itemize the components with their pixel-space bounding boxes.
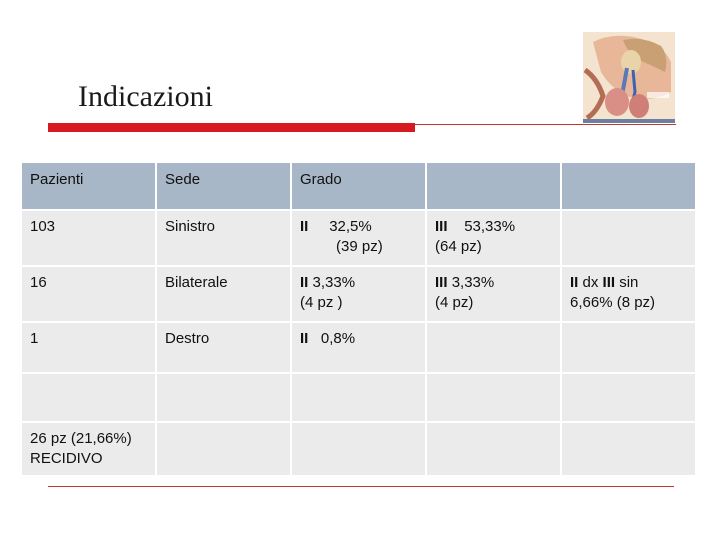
grado-pct: 32,5% bbox=[329, 218, 372, 235]
cell-grado bbox=[292, 374, 425, 421]
cell-sede: Bilaterale bbox=[157, 267, 290, 321]
grado-pz: (4 pz ) bbox=[300, 294, 343, 311]
cell-pazienti bbox=[22, 374, 155, 421]
cell-sede bbox=[157, 423, 290, 475]
cell-col4 bbox=[427, 423, 560, 475]
grado-pct: 3,33% bbox=[312, 274, 356, 291]
col4-pct: 53,33% bbox=[464, 218, 516, 235]
header-empty-4 bbox=[427, 163, 560, 209]
footer-rule bbox=[48, 486, 674, 487]
cell-col5 bbox=[562, 423, 695, 475]
col5-roman-b: III bbox=[602, 274, 616, 291]
header-pazienti: Pazienti bbox=[22, 163, 155, 209]
cell-col4 bbox=[427, 267, 560, 321]
col4-roman: III bbox=[435, 274, 448, 291]
grado-roman: II bbox=[300, 218, 309, 235]
col4-pz: (64 pz) bbox=[435, 238, 482, 255]
table-row bbox=[22, 423, 695, 475]
grado-pz: (39 pz) bbox=[336, 238, 383, 255]
table-row bbox=[22, 323, 695, 372]
recidivo-label: RECIDIVO bbox=[30, 450, 103, 467]
col4-pz: (4 pz) bbox=[435, 294, 474, 311]
cell-grado bbox=[292, 267, 425, 321]
grado-pct: 0,8% bbox=[320, 330, 356, 347]
anatomy-illustration bbox=[583, 32, 675, 123]
col5-roman-a: II bbox=[570, 274, 579, 291]
recidivo-count: 26 pz (21,66%) bbox=[30, 430, 132, 447]
cell-pazienti bbox=[22, 423, 155, 475]
indications-table bbox=[20, 161, 697, 477]
cell-col5 bbox=[562, 211, 695, 265]
cell-grado bbox=[292, 323, 425, 372]
col4-roman: III bbox=[435, 218, 448, 235]
header-empty-5 bbox=[562, 163, 695, 209]
col4-pct: 3,33% bbox=[451, 274, 495, 291]
table-row bbox=[22, 267, 695, 321]
title-accent-bar bbox=[48, 123, 415, 132]
header-grado: Grado bbox=[292, 163, 425, 209]
cell-grado bbox=[292, 423, 425, 475]
cell-grado bbox=[292, 211, 425, 265]
header-sede: Sede bbox=[157, 163, 290, 209]
cell-sede: Sinistro bbox=[157, 211, 290, 265]
grado-roman: II bbox=[300, 330, 309, 347]
slide-title: Indicazioni bbox=[78, 80, 213, 113]
cell-col5 bbox=[562, 374, 695, 421]
cell-col5 bbox=[562, 267, 695, 321]
table-row bbox=[22, 374, 695, 421]
cell-pazienti: 1 bbox=[22, 323, 155, 372]
cell-pazienti: 16 bbox=[22, 267, 155, 321]
table-header-row bbox=[22, 163, 695, 209]
cell-sede: Destro bbox=[157, 323, 290, 372]
cell-col4 bbox=[427, 211, 560, 265]
cell-sede bbox=[157, 374, 290, 421]
cell-col5 bbox=[562, 323, 695, 372]
col5-side-b: sin bbox=[619, 274, 639, 291]
cell-col4 bbox=[427, 374, 560, 421]
grado-roman: II bbox=[300, 274, 309, 291]
col5-side-a: dx bbox=[582, 274, 599, 291]
cell-col4 bbox=[427, 323, 560, 372]
illustration-caption bbox=[583, 119, 675, 123]
table-row bbox=[22, 211, 695, 265]
cell-pazienti: 103 bbox=[22, 211, 155, 265]
col5-pct: 6,66% (8 pz) bbox=[570, 294, 656, 311]
